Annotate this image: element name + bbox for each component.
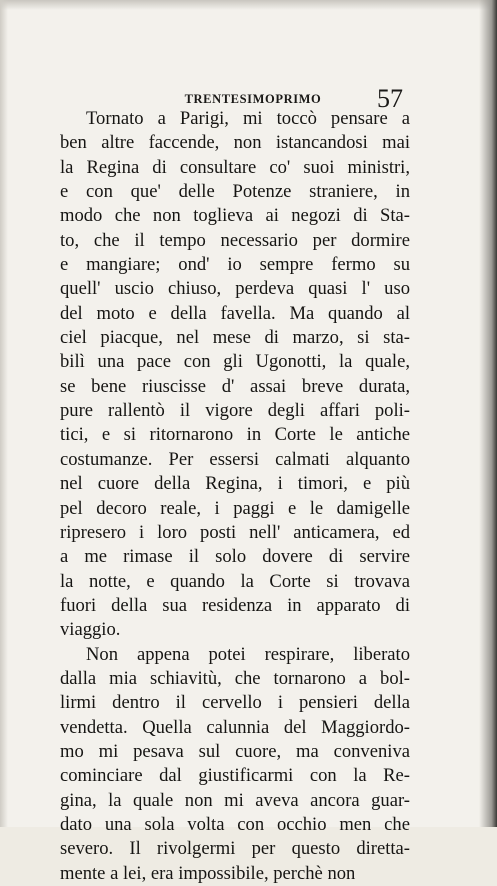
page-top-shadow [0,0,497,10]
text-line: vendetta. Quella calunnia del Maggiordo- [60,716,410,738]
text-line: mente a lei, era impossibile, perchè non [60,862,356,884]
text-line: se bene riuscisse d' assai breve durata, [60,375,410,397]
text-line: bilì una pace con gli Ugonotti, la quale, [60,351,410,373]
text-line: pure rallentò il vigore degli affari poli- [60,400,410,422]
running-title: TRENTESIMOPRIMO [184,92,322,106]
text-line: costumanze. Per essersi calmati alquanto [60,448,410,470]
text-line: e con que' delle Potenze straniere, in [60,181,410,203]
page-number: 57 [377,84,403,113]
text-line: nel cuore della Regina, i timori, e più [60,473,410,495]
text-line: fuori della sua residenza in apparato di [60,594,410,616]
text-line: severo. Il rivolgermi per questo diretta- [60,838,410,860]
text-line: to, che il tempo necessario per dormire [60,229,410,251]
text-line: lirmi dentro il cervello i pensieri della [60,692,410,714]
text-line: mo mi pesava sul cuore, ma conveniva [60,740,410,762]
text-line: modo che non toglieva ai negozi di Sta- [60,205,410,227]
text-line: del moto e della favella. Ma quando al [60,302,410,324]
text-line: a me rimase il solo dovere di servire [60,546,410,568]
text-line: quell' uscio chiuso, perdeva quasi l' uso [60,278,410,300]
text-line: e mangiare; ond' io sempre fermo su [60,254,410,276]
text-line: Tornato a Parigi, mi toccò pensare a [86,108,410,129]
text-line: gina, la quale non mi aveva ancora guar- [60,789,410,811]
body-text [60,107,410,886]
page-left-shadow [0,0,8,827]
text-line: la notte, e quando la Corte si trovava [60,570,410,592]
text-line: pel decoro reale, i paggi e le damigelle [60,497,410,519]
text-line: cominciare dal giustificarmi con la Re- [60,765,410,787]
paragraph [60,107,410,643]
text-line: dato una sola volta con occhio men che [60,813,410,835]
text-line: Non appena potei respirare, liberato [86,643,410,665]
text-line: dalla mia schiavitù, che tornarono a bol- [60,667,410,689]
text-line: la Regina di consultare co' suoi ministri, [60,156,410,178]
text-line: tici, e si ritornarono in Corte le antiche [60,424,410,446]
text-line: ben altre faccende, non istancandosi mai [60,132,410,154]
text-line: ripresero i loro posti nell' anticamera, ed [60,521,410,543]
page-binding-shadow [479,0,497,827]
text-line: ciel piacque, nel mese di marzo, si sta- [60,327,410,349]
paragraph [60,643,410,886]
text-line: viaggio. [60,619,121,641]
